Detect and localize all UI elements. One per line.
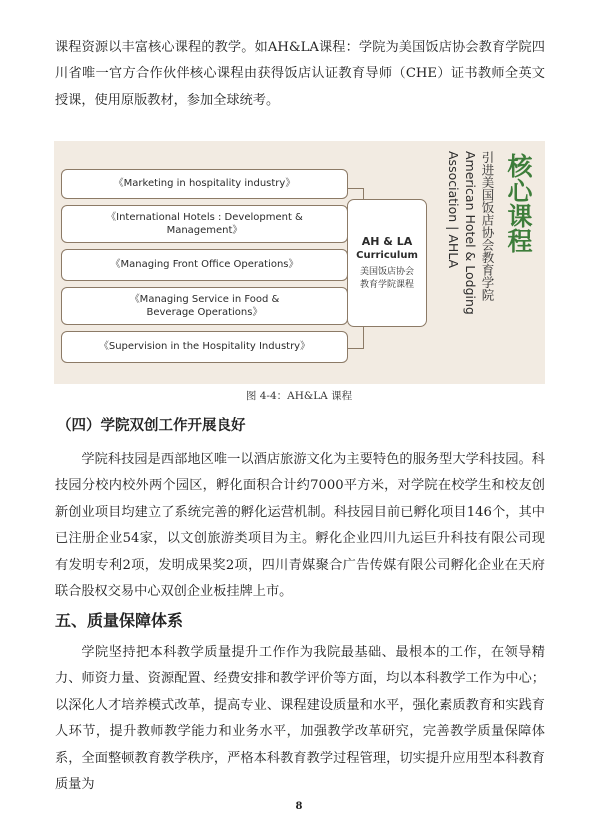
curriculum-center-box <box>347 199 427 327</box>
course-item-food-beverage: 《Managing Service in Food & Beverage Operations》 <box>61 287 348 325</box>
figure-subtitle-vertical <box>444 151 496 376</box>
intro-paragraph: 课程资源以丰富核心课程的教学。如AH&LA课程：学院为美国饭店协会教育学院四川省唯一官方合作伙伴核心课程由获得饭店认证教育导师（CHE）证书教师全英文授课，使用原版教材，参加全球统考。 <box>55 40 545 108</box>
course-item-front-office: 《Managing Front Office Operations》 <box>61 249 348 281</box>
subsection-heading-entrepreneurship: （四）学院双创工作开展良好 <box>57 418 246 434</box>
quality-paragraph: 学院坚持把本科教学质量提升工作作为我院最基础、最根本的工作，在领导精力、师资力量、资源配置、经费安排和教学评价等方面，均以本科教学工作为中心；以深化人才培养模式改革，提高专业、课程建设质量和水平，强化素质教育和实践育人环节，提升教师教学能力和业务水平，加强教学改革研究，完善教学质量保障体系，全面整顿教育教学秩序，严格本科教育教学过程管理，切实提升应用型本科教育质量为 <box>55 645 545 793</box>
course-item-international-hotels: 《International Hotels : Development & Management》 <box>61 205 348 243</box>
center-label-cn-1: 美国饭店协会 <box>359 266 414 277</box>
figure-title-vertical: 核心课程 <box>504 153 533 253</box>
figure-subtitle-en: American Hotel & Lodging Association | AHLA <box>446 151 478 315</box>
center-label-ahla: AH & LA <box>361 234 413 248</box>
course-item-supervision: 《Supervision in the Hospitality Industry》 <box>61 331 348 363</box>
figure-subtitle-cn: 引进美国饭店协会教育学院 <box>480 151 495 301</box>
incubator-paragraph: 学院科技园是西部地区唯一以酒店旅游文化为主要特色的服务型大学科技园。科技园分校内校外两个园区，孵化面积合计约7000平方米，对学院在校学生和校友创新创业项目均建立了系统完善的孵化运营机制。科技园目前已孵化项目146个，其中已注册企业54家，以文创旅游类项目为主。孵化企业四川九运巨升科技有限公司现有发明专利2项，发明成果奖2项，四川青媒聚合广告传媒有限公司孵化企业在天府联合股权交易中心双创企业板挂牌上市。 <box>55 452 545 600</box>
figure-caption: 图 4-4：AH&LA 课程 <box>245 390 353 402</box>
page-number: 8 <box>295 801 303 812</box>
ahla-curriculum-figure <box>54 141 545 384</box>
center-label-curriculum: Curriculum <box>356 249 418 261</box>
center-label-cn-2: 教育学院课程 <box>359 279 414 290</box>
section-heading-quality: 五、质量保障体系 <box>55 611 184 630</box>
course-item-marketing: 《Marketing in hospitality industry》 <box>61 169 348 199</box>
